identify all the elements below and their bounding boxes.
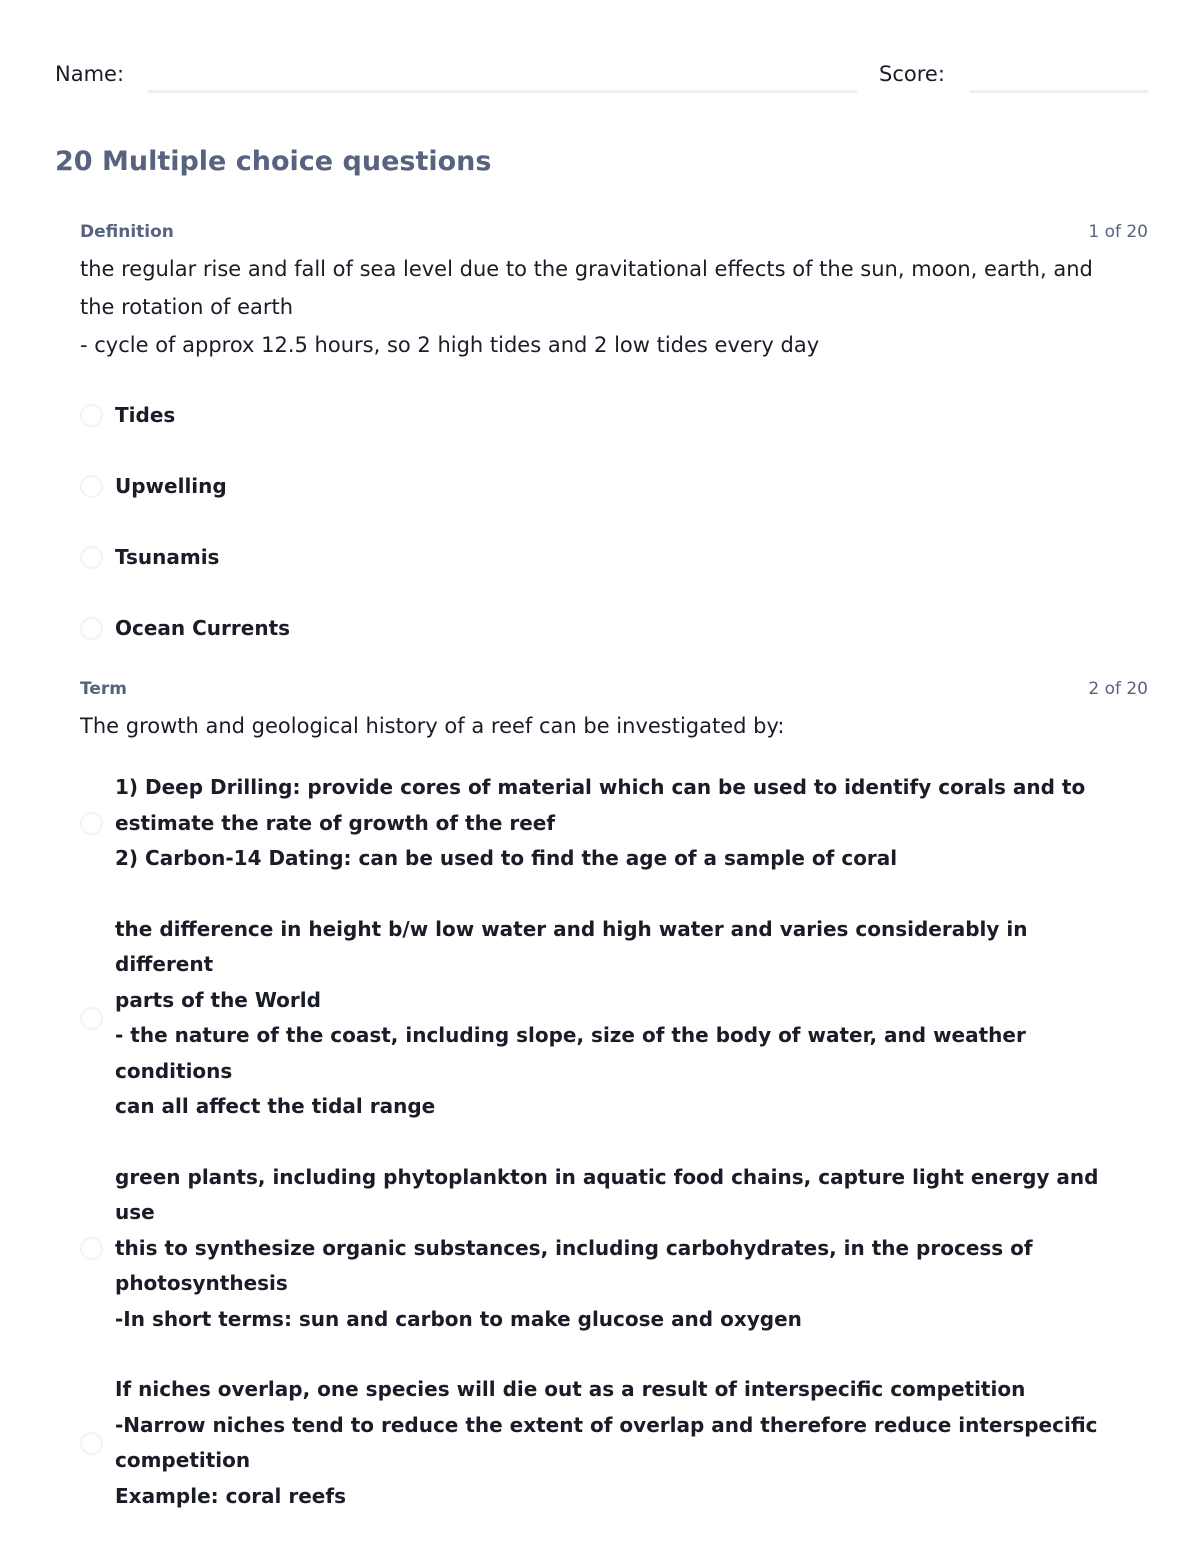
answer-option-label: Ocean Currents [115, 615, 291, 640]
answer-option-label: green plants, including phytoplankton in aquatic food chains, capture light energy and use this to synthesize organic substances, including carbohydrates, in the process of photosynthesis -In short terms: sun and carbon to make glucose and oxygen [115, 1164, 1099, 1331]
answer-option[interactable] [80, 1372, 1148, 1514]
question-meta [80, 679, 1148, 707]
answer-option[interactable] [80, 912, 1148, 1125]
radio-button[interactable] [80, 1007, 103, 1030]
answer-option-label: If niches overlap, one species will die out as a result of interspecific competition -Narrow niches tend to reduce the extent of overlap and therefore reduce interspecific competition Example: coral reefs [115, 1377, 1098, 1508]
radio-button[interactable] [80, 1432, 103, 1455]
section-title: 20 Multiple choice questions [55, 146, 492, 177]
answer-option-label: Upwelling [115, 473, 227, 498]
answer-option[interactable] [80, 379, 1148, 450]
answer-option[interactable] [80, 450, 1148, 521]
question-counter: 2 of 20 [1088, 679, 1148, 699]
answer-options [80, 770, 1148, 1514]
answer-option-label: Tsunamis [115, 544, 220, 569]
worksheet-header [55, 60, 1148, 96]
radio-button[interactable] [80, 1237, 103, 1260]
radio-button[interactable] [80, 812, 103, 835]
answer-option[interactable] [80, 770, 1148, 877]
name-field[interactable] [148, 90, 857, 93]
score-label: Score: [879, 62, 945, 86]
radio-button[interactable] [80, 617, 103, 640]
answer-option-label: 1) Deep Drilling: provide cores of material which can be used to identify corals and to estimate the rate of growth of the reef 2) Carbon-14 Dating: can be used to find the age of a sample of coral [115, 775, 1086, 870]
question-card [80, 679, 1148, 1549]
answer-option[interactable] [80, 1160, 1148, 1338]
radio-button[interactable] [80, 475, 103, 498]
question-meta [80, 222, 1148, 250]
question-prompt: the regular rise and fall of sea level due to the gravitational effects of the sun, moon, earth, and the rotation of earth - cycle of approx 12.5 hours, so 2 high tides and 2 low tides every day [80, 257, 1093, 357]
question-type-label: Term [80, 679, 127, 699]
answer-option[interactable] [80, 521, 1148, 592]
question-prompt: The growth and geological history of a reef can be investigated by: [80, 714, 785, 738]
question-type-label: Definition [80, 222, 174, 242]
answer-option-label: the difference in height b/w low water and high water and varies considerably in different parts of the World - the nature of the coast, including slope, size of the body of water, and weather conditions can all affect the tidal range [115, 916, 1028, 1118]
radio-button[interactable] [80, 404, 103, 427]
question-counter: 1 of 20 [1088, 222, 1148, 242]
answer-option[interactable] [80, 592, 1148, 663]
question-card [80, 222, 1148, 663]
radio-button[interactable] [80, 546, 103, 569]
answer-option-label: Tides [115, 402, 176, 427]
name-label: Name: [55, 62, 125, 86]
answer-options [80, 379, 1148, 663]
score-field[interactable] [970, 90, 1148, 93]
